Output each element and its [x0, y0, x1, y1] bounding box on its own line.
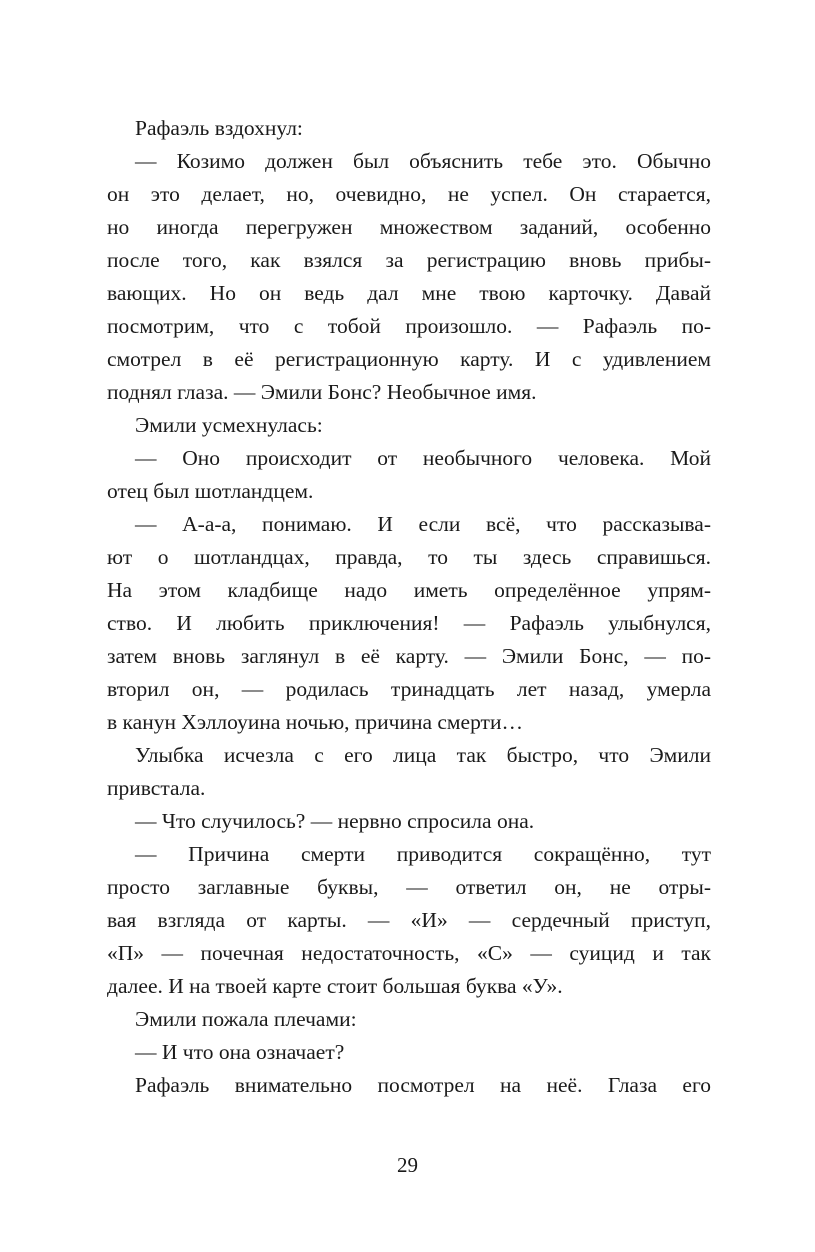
- text-line: вающих. Но он ведь дал мне твою карточку. Давай: [107, 281, 711, 305]
- text-line: — Оно происходит от необычного человека. Мой: [135, 446, 711, 470]
- paragraph: [107, 1036, 711, 1069]
- text-line: — И что она означает?: [135, 1040, 345, 1064]
- text-line: Эмили пожала плечами:: [135, 1007, 357, 1031]
- text-line: он это делает, но, очевидно, не успел. Он старается,: [107, 182, 711, 206]
- paragraph: [107, 1003, 711, 1036]
- text-line: но иногда перегружен множеством заданий, особенно: [107, 215, 711, 239]
- paragraph: [107, 1069, 711, 1102]
- text-line: — Причина смерти приводится сокращённо, тут: [135, 842, 711, 866]
- paragraph: [107, 508, 711, 739]
- text-line: вторил он, — родилась тринадцать лет назад, умерла: [107, 677, 711, 701]
- text-line: Улыбка исчезла с его лица так быстро, что Эмили: [135, 743, 711, 767]
- text-line: Рафаэль внимательно посмотрел на неё. Глаза его: [135, 1073, 711, 1097]
- text-line: ют о шотландцах, правда, то ты здесь справишься.: [107, 545, 711, 569]
- paragraph: [107, 112, 711, 145]
- text-line: поднял глаза. — Эмили Бонс? Необычное имя.: [107, 380, 537, 404]
- page-body-text: [107, 112, 711, 1102]
- text-line: На этом кладбище надо иметь определённое упрям-: [107, 578, 711, 602]
- text-line: «П» — почечная недостаточность, «С» — суицид и так: [107, 941, 711, 965]
- text-line: после того, как взялся за регистрацию вновь прибы-: [107, 248, 711, 272]
- paragraph: [107, 739, 711, 805]
- text-line: — Козимо должен был объяснить тебе это. Обычно: [135, 149, 711, 173]
- page-number: 29: [397, 1153, 418, 1177]
- text-line: — А-а-а, понимаю. И если всё, что рассказыва-: [135, 512, 711, 536]
- text-line: — Что случилось? — нервно спросила она.: [135, 809, 535, 833]
- text-line: смотрел в её регистрационную карту. И с удивлением: [107, 347, 711, 371]
- paragraph: [107, 442, 711, 508]
- paragraph: [107, 409, 711, 442]
- text-line: Рафаэль вздохнул:: [135, 116, 303, 140]
- text-line: отец был шотландцем.: [107, 479, 314, 503]
- text-line: вая взгляда от карты. — «И» — сердечный приступ,: [107, 908, 711, 932]
- text-line: далее. И на твоей карте стоит большая буква «У».: [107, 974, 563, 998]
- paragraph: [107, 838, 711, 1003]
- text-line: просто заглавные буквы, — ответил он, не отры-: [107, 875, 711, 899]
- text-line: затем вновь заглянул в её карту. — Эмили Бонс, — по-: [107, 644, 711, 668]
- text-line: в канун Хэллоуина ночью, причина смерти…: [107, 710, 523, 734]
- text-line: привстала.: [107, 776, 206, 800]
- text-line: посмотрим, что с тобой произошло. — Рафаэль по-: [107, 314, 711, 338]
- text-line: ство. И любить приключения! — Рафаэль улыбнулся,: [107, 611, 711, 635]
- paragraph: [107, 805, 711, 838]
- paragraph: [107, 145, 711, 409]
- text-line: Эмили усмехнулась:: [135, 413, 323, 437]
